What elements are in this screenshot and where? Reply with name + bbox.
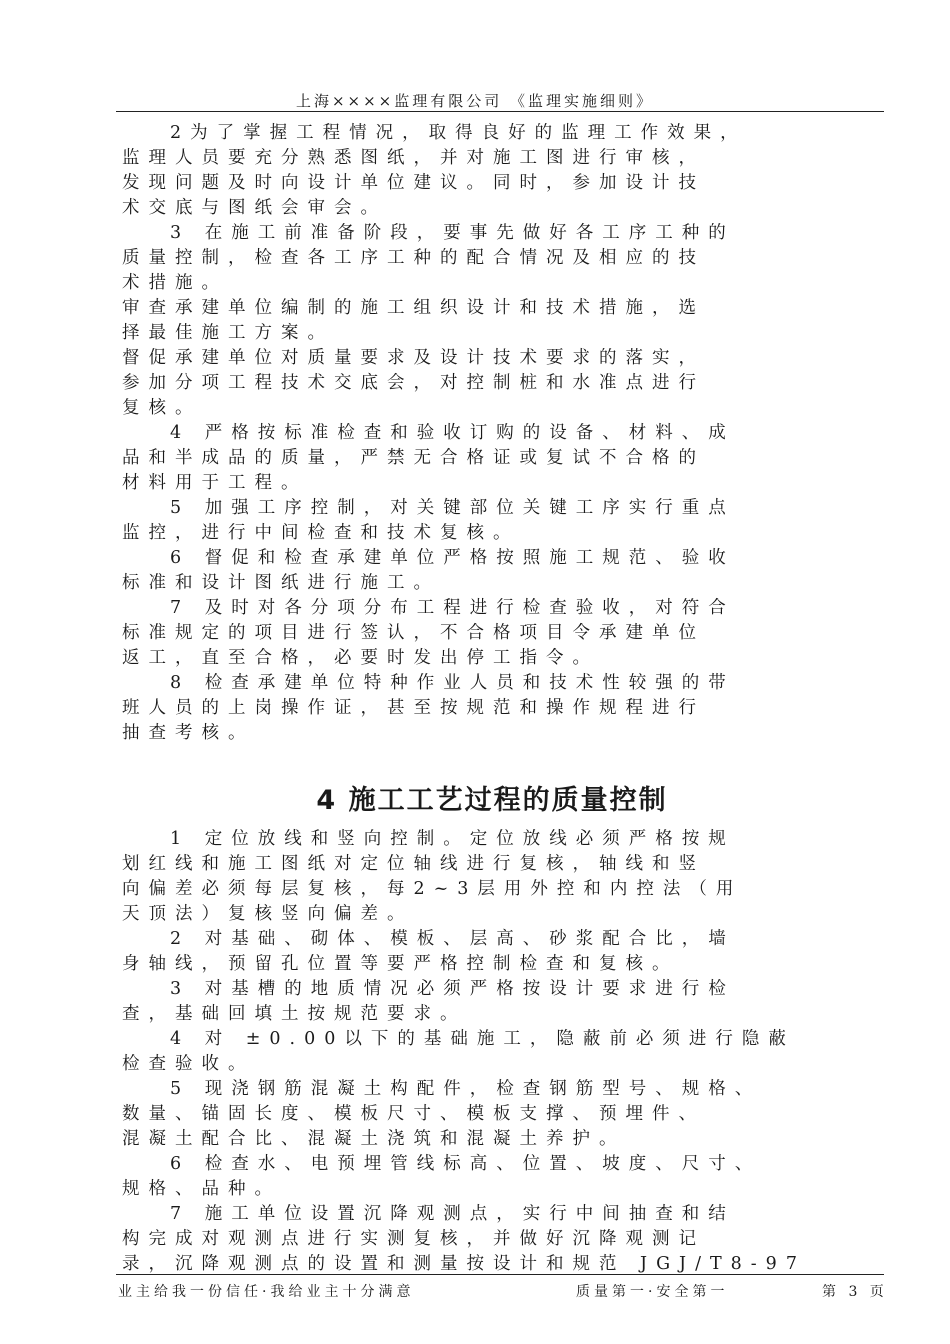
text-line: 品和半成品的质量，严禁无合格证或复试不合格的 <box>122 448 705 468</box>
text-line: 7 施工单位设置沉降观测点，实行中间抽查和结 <box>170 1204 735 1224</box>
text-line: 检查验收。 <box>122 1054 255 1074</box>
text-line: 6 督促和检查承建单位严格按照施工规范、验收 <box>170 548 735 568</box>
text-line: 查，基础回填土按规范要求。 <box>122 1004 467 1024</box>
text-line: 监理人员要充分熟悉图纸，并对施工图进行审核， <box>122 148 705 168</box>
section-spacer <box>122 746 862 775</box>
text-line: 复核。 <box>122 398 202 418</box>
text-line: 4 严格按标准检查和验收订购的设备、材料、成 <box>170 423 735 443</box>
section-heading: 4 施工工艺过程的质量控制 <box>316 785 668 816</box>
text-line: 划红线和施工图纸对定位轴线进行复核，轴线和竖 <box>122 854 705 874</box>
text-line: 标准和设计图纸进行施工。 <box>122 573 440 593</box>
text-line: 5 现浇钢筋混凝土构配件，检查钢筋型号、规格、 <box>170 1079 762 1099</box>
text-line: 录，沉降观测点的设置和测量按设计和规范 JGJ/T8-97 <box>122 1254 806 1274</box>
text-line: 1 定位放线和竖向控制。定位放线必须严格按规 <box>170 829 735 849</box>
text-line: 向偏差必须每层复核，每2~3层用外控和内控法（用 <box>122 879 743 899</box>
text-line: 标准规定的项目进行签认，不合格项目令承建单位 <box>122 623 705 643</box>
text-line: 5 加强工序控制，对关键部位关键工序实行重点 <box>170 498 735 518</box>
document-body <box>122 121 862 1277</box>
text-line: 审查承建单位编制的施工组织设计和技术措施，选 <box>122 298 705 318</box>
paragraphs-after-heading <box>122 827 862 1277</box>
page-number: 第 3 页 <box>822 1284 888 1300</box>
text-line: 6 检查水、电预埋管线标高、位置、坡度、尺寸、 <box>170 1154 762 1174</box>
text-line: 发现问题及时向设计单位建议。同时，参加设计技 <box>122 173 705 193</box>
text-line: 7 及时对各分项分布工程进行检查验收，对符合 <box>170 598 735 618</box>
text-line: 3 对基槽的地质情况必须严格按设计要求进行检 <box>170 979 735 999</box>
text-line: 数量、锚固长度、模板尺寸、模板支撑、预埋件、 <box>122 1104 705 1124</box>
text-line: 材料用于工程。 <box>122 473 308 493</box>
text-line: 抽查考核。 <box>122 723 255 743</box>
text-line: 2为了掌握工程情况，取得良好的监理工作效果， <box>170 123 747 143</box>
text-line: 构完成对观测点进行实测复核，并做好沉降观测记 <box>122 1229 705 1249</box>
text-line: 班人员的上岗操作证，甚至按规范和操作规程进行 <box>122 698 705 718</box>
header-divider <box>116 111 884 112</box>
text-line: 择最佳施工方案。 <box>122 323 334 343</box>
footer-divider <box>116 1274 884 1275</box>
text-line: 术交底与图纸会审会。 <box>122 198 387 218</box>
text-line: 身轴线，预留孔位置等要严格控制检查和复核。 <box>122 954 679 974</box>
page-header: 上海××××监理有限公司 《监理实施细则》 <box>295 92 655 110</box>
text-line: 规格、品种。 <box>122 1179 281 1199</box>
footer-motto: 质量第一·安全第一 <box>576 1284 729 1300</box>
text-line: 天顶法）复核竖向偏差。 <box>122 904 414 924</box>
text-line: 返工，直至合格，必要时发出停工指令。 <box>122 648 599 668</box>
text-line: 2 对基础、砌体、模板、层高、砂浆配合比，墙 <box>170 929 735 949</box>
text-line: 8 检查承建单位特种作业人员和技术性较强的带 <box>170 673 735 693</box>
text-line: 质量控制，检查各工序工种的配合情况及相应的技 <box>122 248 705 268</box>
text-line: 混凝土配合比、混凝土浇筑和混凝土养护。 <box>122 1129 626 1149</box>
paragraphs-before-heading <box>122 121 862 746</box>
text-line: 参加分项工程技术交底会，对控制桩和水准点进行 <box>122 373 705 393</box>
text-line: 4 对 ±0.00以下的基础施工，隐蔽前必须进行隐蔽 <box>170 1029 795 1049</box>
text-line: 监控，进行中间检查和技术复核。 <box>122 523 520 543</box>
text-line: 术措施。 <box>122 273 228 293</box>
footer-slogan: 业主给我一份信任·我给业主十分满意 <box>118 1284 415 1300</box>
text-line: 督促承建单位对质量要求及设计技术要求的落实， <box>122 348 705 368</box>
text-line: 3 在施工前准备阶段，要事先做好各工序工种的 <box>170 223 735 243</box>
